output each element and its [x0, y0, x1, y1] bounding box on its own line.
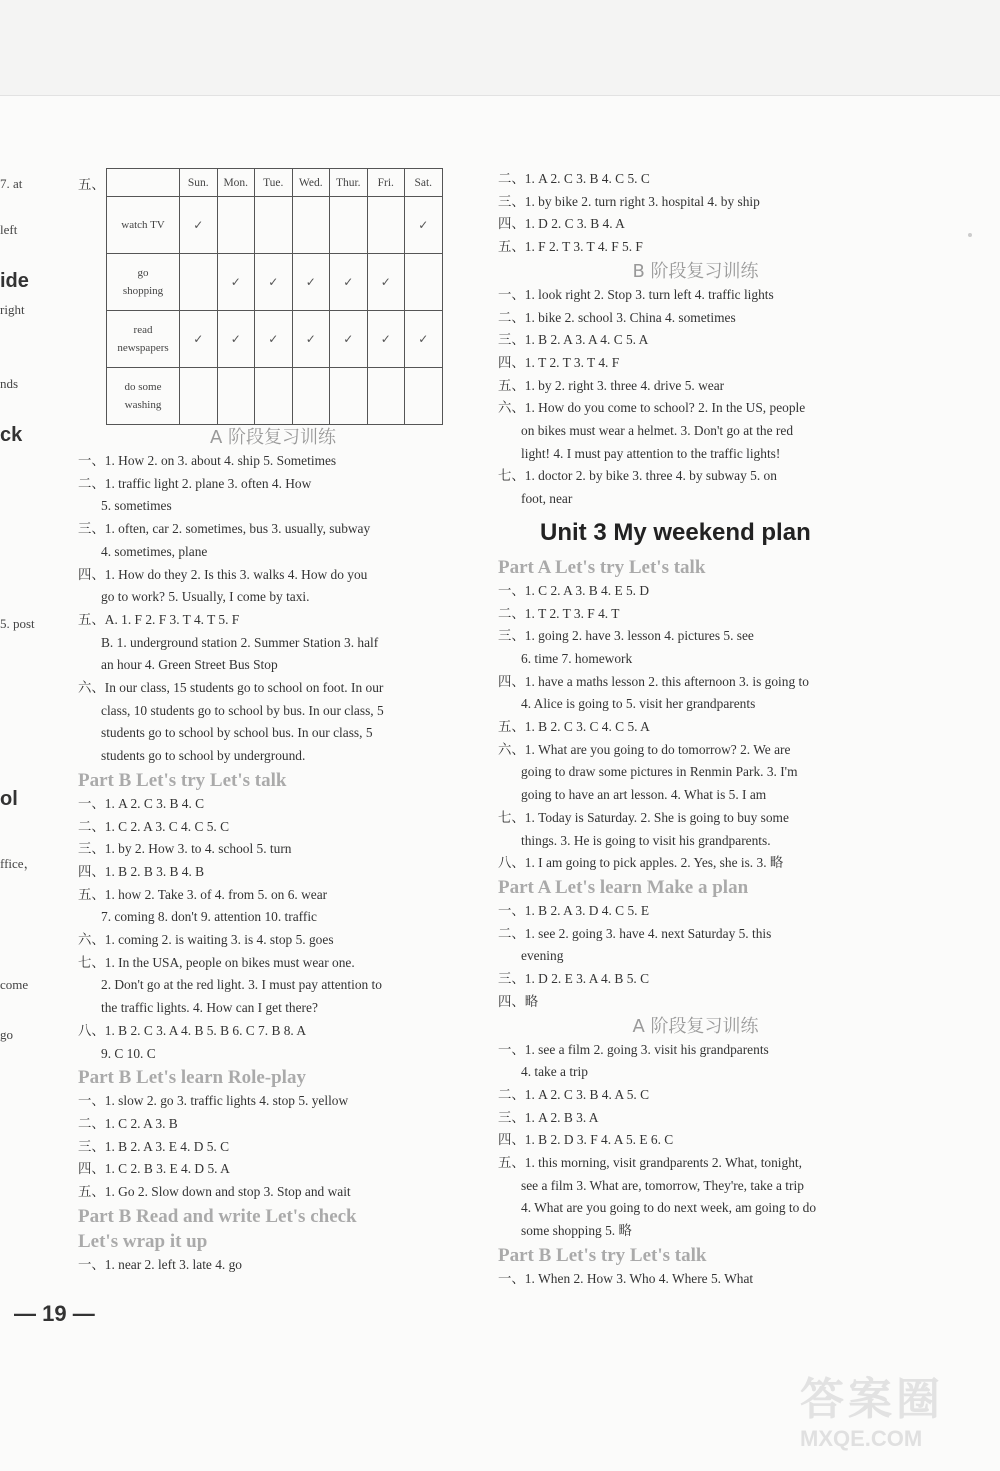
- day-cell: [180, 368, 218, 425]
- answer-line: 4. Alice is going to 5. visit her grandparents: [521, 696, 756, 712]
- day-cell: [255, 197, 293, 254]
- answer-line: some shopping 5. 略: [521, 1223, 632, 1239]
- answer-line: students go to school by underground.: [101, 748, 306, 764]
- answer-line: 四、1. B 2. D 3. F 4. A 5. E 6. C: [498, 1132, 674, 1148]
- unit-title: Unit 3 My weekend plan: [540, 518, 811, 546]
- day-header: Thur.: [330, 169, 368, 197]
- day-cell: [217, 368, 255, 425]
- answer-line: 二、1. see 2. going 3. have 4. next Saturday 5. this: [498, 925, 772, 941]
- answer-line: 五、1. this morning, visit grandparents 2. What, tonight,: [498, 1155, 802, 1171]
- answer-line: 六、In our class, 15 students go to school on foot. In our: [78, 680, 384, 696]
- day-cell: [255, 311, 293, 368]
- corner-cell: [107, 169, 180, 197]
- check-icon: ✓: [418, 218, 429, 232]
- answer-line: going to draw some pictures in Renmin Park. 3. I'm: [521, 764, 798, 780]
- activity-label: read: [133, 324, 153, 336]
- answer-line: 二、1. A 2. C 3. B 4. C 5. C: [498, 171, 650, 186]
- table-row: [107, 368, 443, 425]
- table-row: [107, 197, 443, 254]
- answer-line: 六、1. What are you going to do tomorrow? 2. We are: [498, 741, 791, 757]
- check-icon: ✓: [343, 275, 354, 289]
- answer-line: 一、1. slow 2. go 3. traffic lights 4. stop 5. yellow: [78, 1093, 349, 1109]
- check-icon: ✓: [193, 332, 204, 346]
- day-cell: [217, 197, 255, 254]
- day-header: Mon.: [217, 169, 255, 197]
- answer-line: 一、1. A 2. C 3. B 4. C: [78, 795, 205, 811]
- answer-line: 4. take a trip: [521, 1064, 588, 1080]
- day-cell: [367, 368, 405, 425]
- answer-line: 三、1. by 2. How 3. to 4. school 5. turn: [78, 841, 292, 857]
- answer-line: students go to school by school bus. In our class, 5: [101, 725, 373, 741]
- day-header: Sat.: [405, 169, 443, 197]
- answer-line: 三、1. going 2. have 3. lesson 4. pictures 5. see: [498, 628, 754, 644]
- day-cell: [330, 368, 368, 425]
- day-cell: [180, 254, 218, 311]
- answer-line: 八、1. I am going to pick apples. 2. Yes, she is. 3. 略: [498, 855, 784, 871]
- answer-line: 三、1. often, car 2. sometimes, bus 3. usually, subway: [78, 521, 371, 537]
- answer-line: 一、1. C 2. A 3. B 4. E 5. D: [498, 582, 650, 598]
- day-cell: [405, 197, 443, 254]
- day-header: Wed.: [292, 169, 330, 197]
- answer-line: class, 10 students go to school by bus. In our class, 5: [101, 702, 384, 718]
- schedule-question: [78, 168, 468, 425]
- watermark: [800, 1375, 990, 1465]
- day-cell: [292, 311, 330, 368]
- activity-label: watch TV: [121, 219, 165, 231]
- answer-line: 一、1. B 2. A 3. D 4. C 5. E: [498, 902, 650, 918]
- answer-line: 一、1. see a film 2. going 3. visit his grandparents: [498, 1041, 769, 1057]
- answer-line: 四、1. have a maths lesson 2. this afternoon 3. is going to: [498, 673, 809, 689]
- activity-cell: [107, 254, 180, 311]
- section-heading: Part B Let's learn Role-play: [78, 1067, 306, 1089]
- answer-line: 7. coming 8. don't 9. attention 10. traffic: [101, 909, 318, 925]
- check-icon: ✓: [305, 332, 316, 346]
- answer-line: 五、A. 1. F 2. F 3. T 4. T 5. F: [78, 611, 240, 627]
- section-heading: Part B Let's try Let's talk: [78, 769, 287, 791]
- activity-label: do some: [124, 381, 162, 393]
- day-header: Tue.: [255, 169, 293, 197]
- answer-line: 七、1. Today is Saturday. 2. She is going to buy some: [498, 809, 789, 825]
- answer-line: things. 3. He is going to visit his grandparents.: [521, 832, 771, 848]
- answer-line: 一、1. near 2. left 3. late 4. go: [78, 1256, 242, 1272]
- day-cell: [255, 254, 293, 311]
- answer-line: 四、1. C 2. B 3. E 4. D 5. A: [78, 1161, 230, 1177]
- answer-line: 四、1. B 2. B 3. B 4. B: [78, 863, 205, 879]
- day-cell: [330, 197, 368, 254]
- edge-fragment: 7. at: [0, 176, 23, 191]
- answer-line: evening: [521, 948, 564, 964]
- answer-line: 5. sometimes: [101, 498, 172, 514]
- activity-label: newspapers: [117, 342, 169, 354]
- edge-fragment: ck: [0, 424, 23, 446]
- table-row: [107, 254, 443, 311]
- check-icon: ✓: [380, 332, 391, 346]
- answer-line: 二、1. T 2. T 3. F 4. T: [498, 605, 620, 621]
- section-heading: Part B Read and write Let's check: [78, 1205, 357, 1227]
- answer-line: 八、1. B 2. C 3. A 4. B 5. B 6. C 7. B 8. A: [78, 1022, 307, 1038]
- table-row: [107, 311, 443, 368]
- answer-line: 二、1. C 2. A 3. B: [78, 1115, 178, 1131]
- question-number: 五、: [78, 177, 105, 192]
- review-heading: A 阶段复习训练: [209, 427, 337, 448]
- answer-line: going to have an art lesson. 4. What is 5. I am: [521, 787, 767, 803]
- answer-line: the traffic lights. 4. How can I get there?: [101, 1000, 318, 1016]
- answer-line: 五、1. by 2. right 3. three 4. drive 5. wear: [498, 377, 725, 393]
- edge-fragment: nds: [0, 376, 19, 391]
- watermark-url: MXQE.COM: [800, 1426, 923, 1451]
- answer-line: 四、1. T 2. T 3. T 4. F: [498, 354, 620, 370]
- check-icon: ✓: [230, 332, 241, 346]
- edge-fragment: right: [0, 302, 25, 317]
- day-cell: [330, 254, 368, 311]
- answer-line: 9. C 10. C: [101, 1045, 156, 1061]
- answer-line: 六、1. How do you come to school? 2. In the US, people: [498, 400, 806, 416]
- edge-fragment: ide: [0, 270, 29, 292]
- day-cell: [330, 311, 368, 368]
- answer-line: 一、1. look right 2. Stop 3. turn left 4. traffic lights: [498, 286, 774, 302]
- activity-label: go: [137, 267, 149, 279]
- activity-cell: [107, 368, 180, 425]
- day-cell: [217, 254, 255, 311]
- answer-line: 4. What are you going to do next week, am going to do: [521, 1200, 817, 1216]
- answer-line: 五、1. Go 2. Slow down and stop 3. Stop and wait: [78, 1184, 351, 1200]
- day-cell: [292, 254, 330, 311]
- check-icon: ✓: [343, 332, 354, 346]
- edge-fragment: go: [0, 1027, 13, 1042]
- activity-label: washing: [124, 399, 162, 411]
- day-cell: [405, 254, 443, 311]
- answer-line: 四、1. How do they 2. Is this 3. walks 4. How do you: [78, 566, 368, 582]
- speck: [968, 233, 972, 237]
- answer-line: see a film 3. What are, tomorrow, They're, take a trip: [521, 1177, 804, 1193]
- activity-label: shopping: [122, 285, 164, 297]
- section-heading: Part A Let's learn Make a plan: [498, 876, 749, 898]
- answer-line: 四、略: [498, 993, 539, 1009]
- section-heading: Part A Let's try Let's talk: [498, 556, 706, 578]
- answer-line: an hour 4. Green Street Bus Stop: [101, 657, 278, 673]
- answer-line: 一、1. When 2. How 3. Who 4. Where 5. What: [498, 1270, 754, 1286]
- day-header: Sun.: [180, 169, 218, 197]
- section-heading: Let's wrap it up: [78, 1230, 208, 1252]
- check-icon: ✓: [418, 332, 429, 346]
- answer-line: 三、1. A 2. B 3. A: [498, 1109, 599, 1125]
- answer-line: 二、1. C 2. A 3. C 4. C 5. C: [78, 818, 230, 834]
- left-answer-column: [78, 168, 468, 1277]
- answer-line: foot, near: [521, 491, 573, 507]
- edge-fragment: 5. post: [0, 616, 35, 631]
- answer-line: B. 1. underground station 2. Summer Station 3. half: [101, 634, 379, 650]
- check-icon: ✓: [268, 332, 279, 346]
- activity-cell: [107, 311, 180, 368]
- weekly-schedule-table: [106, 168, 443, 425]
- answer-line: light! 4. I must pay attention to the traffic lights!: [521, 445, 781, 461]
- day-cell: [367, 197, 405, 254]
- answer-line: 五、1. how 2. Take 3. of 4. from 5. on 6. wear: [78, 886, 328, 902]
- answer-line: 五、1. B 2. C 3. C 4. C 5. A: [498, 719, 650, 735]
- answer-line: 一、1. How 2. on 3. about 4. ship 5. Sometimes: [78, 453, 337, 468]
- answer-line: 二、1. traffic light 2. plane 3. often 4. How: [78, 475, 312, 491]
- right-answer-lines: [498, 168, 893, 1291]
- top-rule: [0, 95, 1000, 96]
- day-cell: [292, 368, 330, 425]
- watermark-logo: 答案圈: [800, 1374, 944, 1425]
- right-answer-column: [498, 168, 893, 1291]
- answer-line: on bikes must wear a helmet. 3. Don't go at the red: [521, 423, 794, 439]
- answer-line: 三、1. B 2. A 3. A 4. C 5. A: [498, 332, 649, 348]
- day-header: Fri.: [367, 169, 405, 197]
- check-icon: ✓: [380, 275, 391, 289]
- day-cell: [292, 197, 330, 254]
- answer-line: 4. sometimes, plane: [101, 543, 208, 559]
- answer-line: 2. Don't go at the red light. 3. I must pay attention to: [101, 977, 382, 993]
- answer-line: 七、1. doctor 2. by bike 3. three 4. by subway 5. on: [498, 468, 777, 484]
- check-icon: ✓: [268, 275, 279, 289]
- answer-line: 6. time 7. homework: [521, 650, 633, 666]
- answer-line: 三、1. D 2. E 3. A 4. B 5. C: [498, 971, 650, 987]
- answer-line: 二、1. bike 2. school 3. China 4. sometimes: [498, 309, 736, 325]
- check-icon: ✓: [193, 218, 204, 232]
- day-cell: [180, 311, 218, 368]
- activity-cell: [107, 197, 180, 254]
- answer-line: go to work? 5. Usually, I come by taxi.: [101, 589, 310, 605]
- day-cell: [405, 368, 443, 425]
- review-heading: A 阶段复习训练: [632, 1015, 759, 1037]
- answer-line: 六、1. coming 2. is waiting 3. is 4. stop 5. goes: [78, 932, 334, 948]
- check-icon: ✓: [305, 275, 316, 289]
- edge-fragment: left: [0, 222, 18, 237]
- day-cell: [367, 311, 405, 368]
- page-top-margin: [0, 0, 1000, 95]
- edge-fragment: ffice，: [0, 856, 37, 871]
- answer-line: 三、1. B 2. A 3. E 4. D 5. C: [78, 1138, 230, 1154]
- day-cell: [217, 311, 255, 368]
- answer-line: 二、1. A 2. C 3. B 4. A 5. C: [498, 1086, 650, 1102]
- page-number: — 19 —: [14, 1301, 95, 1326]
- answer-line: 七、1. In the USA, people on bikes must wear one.: [78, 954, 355, 970]
- check-icon: ✓: [230, 275, 241, 289]
- day-cell: [405, 311, 443, 368]
- edge-fragment: come: [0, 977, 29, 992]
- day-cell: [255, 368, 293, 425]
- section-heading: Part B Let's try Let's talk: [498, 1244, 707, 1266]
- edge-fragment: ol: [0, 788, 18, 810]
- review-heading: B 阶段复习训练: [632, 260, 759, 282]
- left-answer-lines: [78, 425, 468, 1277]
- answer-line: 三、1. by bike 2. turn right 3. hospital 4. by ship: [498, 193, 760, 209]
- day-cell: [180, 197, 218, 254]
- answer-line: 四、1. D 2. C 3. B 4. A: [498, 216, 625, 232]
- day-cell: [367, 254, 405, 311]
- answer-line: 五、1. F 2. T 3. T 4. F 5. F: [498, 239, 643, 255]
